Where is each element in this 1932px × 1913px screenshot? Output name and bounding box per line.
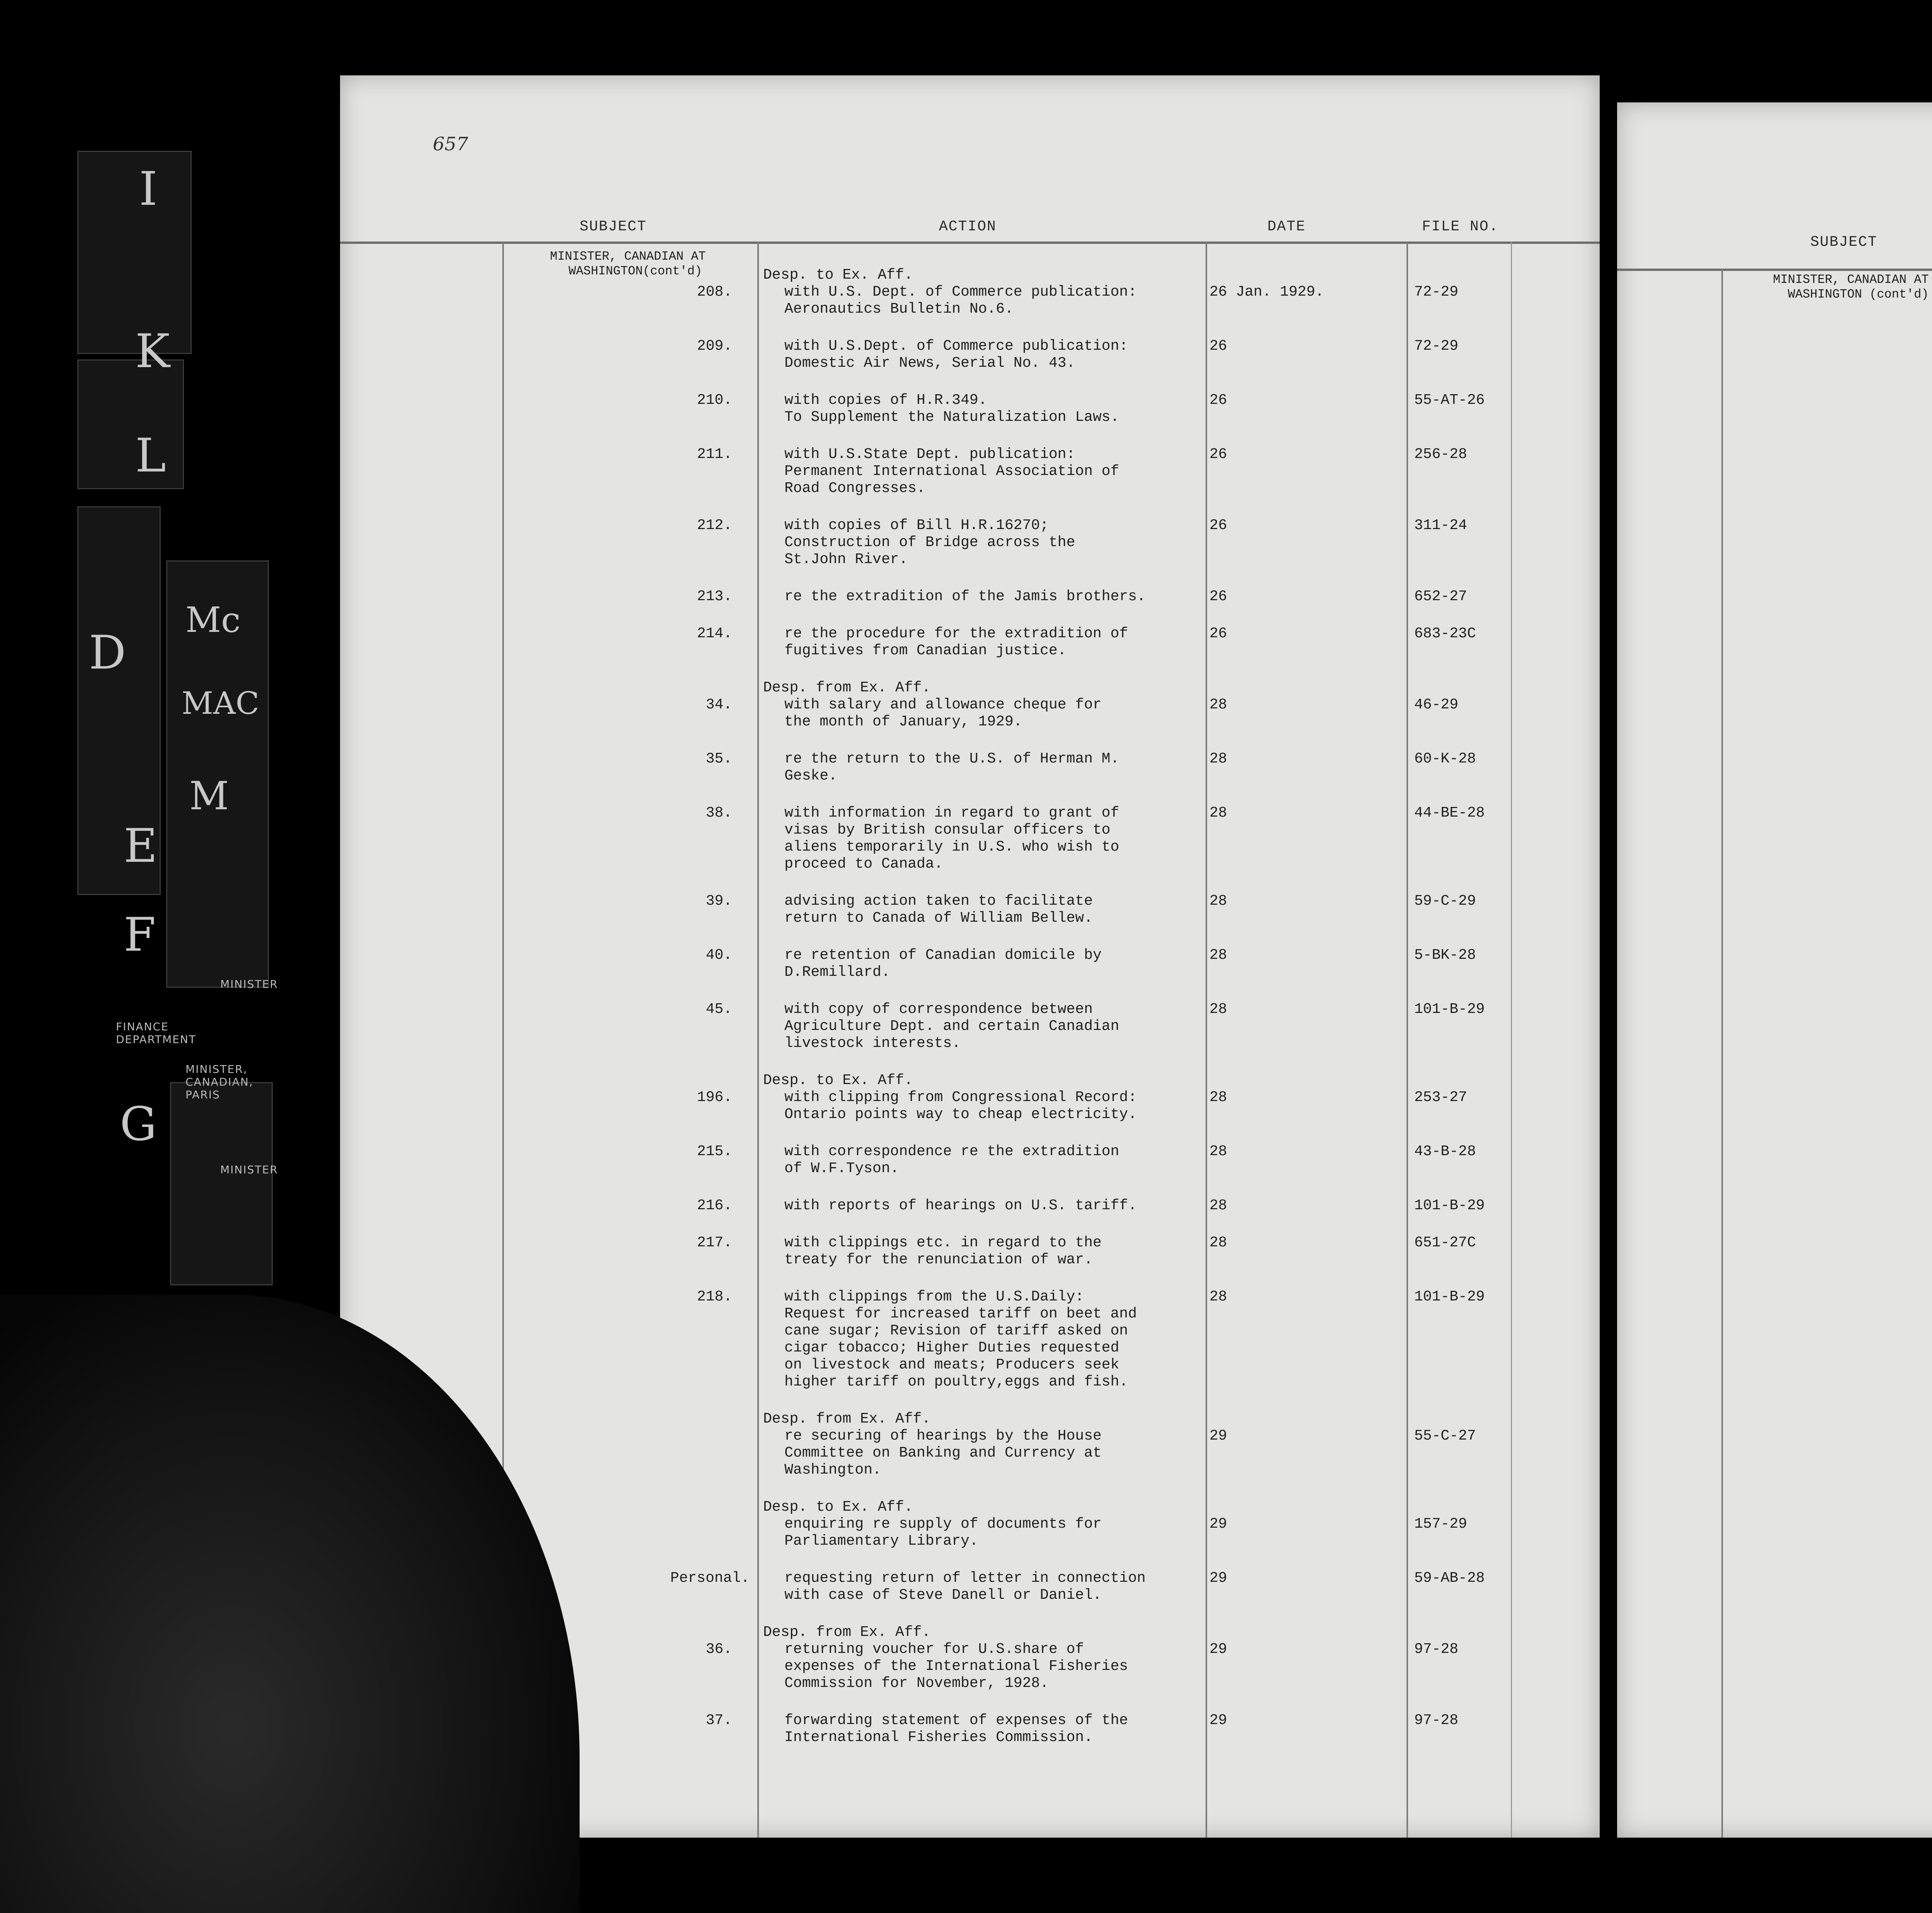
entry-file-number: 101-B-29 bbox=[1414, 1288, 1485, 1305]
entry-number bbox=[1903, 1265, 1932, 1282]
entry-file-number: 652-27 bbox=[1414, 588, 1467, 605]
tab-letter-f[interactable]: F bbox=[124, 908, 156, 962]
entry-number: 216. bbox=[697, 1197, 732, 1214]
entry-action: with U.S.State Dept. publication: Permanent International Association of Road Congresses. bbox=[784, 446, 1119, 497]
entry-number bbox=[1903, 994, 1932, 1011]
entry-action: with U.S.Dept. of Commerce publication: Domestic Air News, Serial No. 43. bbox=[784, 338, 1128, 371]
entry-action: with clipping from Congressional Record: Ontario points way to cheap electricity. bbox=[784, 1089, 1137, 1123]
entry-number bbox=[1903, 1512, 1932, 1529]
entry-action: with clippings etc. in regard to the treaty for the renunciation of war. bbox=[784, 1234, 1102, 1268]
entry-number: 45. bbox=[706, 1001, 732, 1018]
entry-file-number: 5-BK-28 bbox=[1414, 947, 1476, 963]
tab-card bbox=[170, 1082, 273, 1285]
entry-number bbox=[1903, 1441, 1932, 1458]
entry-number bbox=[1903, 1085, 1932, 1102]
entry-file-number: 256-28 bbox=[1414, 446, 1467, 463]
entry-date: 28 bbox=[1209, 751, 1227, 767]
entry-file-number: 97-28 bbox=[1414, 1641, 1459, 1658]
subject-heading: MINISTER, CANADIAN AT WASHINGTON (cont'd) bbox=[1773, 272, 1929, 301]
tab-label: MINISTER bbox=[220, 1163, 278, 1176]
tab-label: MINISTER bbox=[220, 978, 278, 991]
entry-number bbox=[1903, 473, 1932, 490]
entry-file-number: 60-K-28 bbox=[1414, 751, 1476, 767]
entry-number: 37. bbox=[706, 1712, 732, 1729]
entry-date: 28 bbox=[1209, 1143, 1227, 1160]
entry-action: advising action taken to facilitate return to Canada of William Bellew. bbox=[784, 893, 1093, 926]
entry-number bbox=[1903, 710, 1932, 727]
entry-date: 26 bbox=[1209, 517, 1227, 534]
entry-number: 218. bbox=[697, 1288, 732, 1305]
entry-number bbox=[1903, 1688, 1932, 1705]
entry-file-number: 97-28 bbox=[1414, 1712, 1459, 1729]
entry-number bbox=[1903, 1048, 1932, 1065]
tab-label: MINISTER, CANADIAN, PARIS bbox=[185, 1063, 253, 1101]
entry-action: with U.S. Dept. of Commerce publication: Aeronautics Bulletin No.6. bbox=[784, 284, 1137, 317]
tab-card bbox=[77, 359, 184, 489]
subject-heading: MINISTER, CANADIAN AT WASHINGTON(cont'd) bbox=[550, 249, 706, 278]
entry-date: 28 bbox=[1209, 1234, 1227, 1251]
entry-date: 29 bbox=[1209, 1570, 1227, 1586]
entry-number bbox=[1903, 419, 1932, 436]
entry-action: re the procedure for the extradition of fugitives from Canadian justice. bbox=[784, 625, 1128, 659]
column-rule bbox=[1721, 269, 1723, 1838]
tab-letter-mc[interactable]: Mc bbox=[185, 600, 241, 640]
entry-file-number: 59-C-29 bbox=[1414, 893, 1476, 909]
entry-number bbox=[1903, 365, 1932, 382]
entry-file-number: 253-27 bbox=[1414, 1089, 1467, 1106]
entry-action: with correspondence re the extradition of W.F.Tyson. bbox=[784, 1143, 1119, 1177]
entry-number bbox=[1903, 923, 1932, 940]
header-rule bbox=[1617, 269, 1932, 271]
entry-action: with clippings from the U.S.Daily: Request for increased tariff on beet and cane sugar; Revision of tariff asked on cigar tobacco; Higher Duties requested on livestock and meats; Producers seek higher tariff on poultry,eggs and fish. bbox=[784, 1288, 1137, 1390]
dispatch-heading: Desp. to Ex. Aff. bbox=[763, 1499, 913, 1515]
entry-file-number: 683-23C bbox=[1414, 625, 1476, 642]
entry-number: 211. bbox=[697, 446, 732, 463]
entry-number bbox=[1903, 1139, 1932, 1156]
entry-date: 26 bbox=[1209, 625, 1227, 642]
ledger-page-right bbox=[1617, 102, 1932, 1838]
entry-action: with copies of H.R.349. To Supplement the Naturalization Laws. bbox=[784, 392, 1119, 425]
entry-number: 215. bbox=[697, 1143, 732, 1160]
page-number: 657 bbox=[433, 133, 468, 155]
entry-file-number: 311-24 bbox=[1414, 517, 1467, 534]
entry-date: 26 bbox=[1209, 588, 1227, 605]
entry-number: 38. bbox=[706, 805, 732, 821]
entry-number bbox=[1903, 781, 1932, 798]
entry-action: re the return to the U.S. of Herman M. Geske. bbox=[784, 751, 1119, 784]
tab-letter-i[interactable]: I bbox=[139, 162, 158, 216]
column-header-action: ACTION bbox=[939, 218, 997, 235]
entry-note: Personal. bbox=[670, 1570, 750, 1586]
entry-number bbox=[1903, 311, 1932, 328]
entry-file-number: 55-AT-26 bbox=[1414, 392, 1485, 408]
column-header-subject: SUBJECT bbox=[580, 218, 647, 235]
entry-date: 29 bbox=[1209, 1712, 1227, 1729]
entry-action: returning voucher for U.S.share of expenses of the International Fisheries Commission for November, 1928. bbox=[784, 1641, 1128, 1692]
entry-action: re securing of hearings by the House Committee on Banking and Currency at Washington. bbox=[784, 1428, 1102, 1478]
entry-action: requesting return of letter in connection with case of Steve Danell or Daniel. bbox=[784, 1570, 1146, 1603]
entry-file-number: 101-B-29 bbox=[1414, 1001, 1485, 1018]
tab-letter-d[interactable]: D bbox=[89, 626, 126, 680]
entry-date: 29 bbox=[1209, 1428, 1227, 1444]
entry-number: 196. bbox=[697, 1089, 732, 1106]
entry-number: 40. bbox=[706, 947, 732, 963]
entry-date: 28 bbox=[1209, 696, 1227, 713]
entry-file-number: 72-29 bbox=[1414, 284, 1459, 300]
header-rule bbox=[340, 242, 1600, 244]
column-rule bbox=[1206, 242, 1207, 1838]
entry-number bbox=[1903, 852, 1932, 869]
tab-letter-g[interactable]: G bbox=[120, 1098, 157, 1151]
tab-letter-m[interactable]: M bbox=[189, 773, 229, 819]
entry-number: 209. bbox=[697, 338, 732, 354]
entry-number: 208. bbox=[697, 284, 732, 300]
entry-file-number: 101-B-29 bbox=[1414, 1197, 1485, 1214]
entry-file-number: 44-BE-28 bbox=[1414, 805, 1485, 821]
entry-date: 28 bbox=[1209, 1089, 1227, 1106]
entry-action: with information in regard to grant of visas by British consular officers to aliens temporarily in U.S. who wish to proceed to Canada. bbox=[784, 805, 1119, 872]
entry-action: forwarding statement of expenses of the International Fisheries Commission. bbox=[784, 1712, 1128, 1746]
entry-date: 28 bbox=[1209, 1001, 1227, 1018]
entry-number: 213. bbox=[697, 588, 732, 605]
dispatch-heading: Desp. to Ex. Aff. bbox=[763, 1072, 913, 1089]
entry-number bbox=[1903, 1210, 1932, 1227]
entry-file-number: 43-B-28 bbox=[1414, 1143, 1476, 1160]
entry-action: re the extradition of the Jamis brothers. bbox=[784, 588, 1146, 605]
entry-number: 217. bbox=[697, 1234, 732, 1251]
tab-label: FINANCE DEPARTMENT bbox=[116, 1020, 196, 1046]
column-rule bbox=[1511, 242, 1512, 1838]
tab-card bbox=[77, 151, 192, 354]
dispatch-heading: Desp. from Ex. Aff. bbox=[763, 1411, 931, 1427]
entry-action: enquiring re supply of documents for Parliamentary Library. bbox=[784, 1516, 1102, 1549]
entry-date: 26 bbox=[1209, 446, 1227, 463]
dispatch-heading: Desp. from Ex. Aff. bbox=[763, 1624, 931, 1641]
entry-number bbox=[1903, 510, 1932, 527]
entry-action: with reports of hearings on U.S. tariff. bbox=[784, 1197, 1137, 1214]
entry-file-number: 55-C-27 bbox=[1414, 1428, 1476, 1444]
entry-number: 214. bbox=[697, 625, 732, 642]
entry-number bbox=[1903, 1600, 1932, 1617]
entry-action: re retention of Canadian domicile by D.Remillard. bbox=[784, 947, 1102, 980]
entry-action: with salary and allowance cheque for the month of January, 1929. bbox=[784, 696, 1102, 730]
entry-number bbox=[1903, 655, 1932, 672]
entry-number: 34. bbox=[706, 696, 732, 713]
entry-number bbox=[1903, 1370, 1932, 1387]
entry-number: 210. bbox=[697, 392, 732, 408]
entry-number: 212. bbox=[697, 517, 732, 534]
entry-date: 29 bbox=[1209, 1641, 1227, 1658]
entry-number: 39. bbox=[706, 893, 732, 909]
column-header-subject: SUBJECT bbox=[1810, 234, 1878, 250]
entry-date: 28 bbox=[1209, 1288, 1227, 1305]
entry-number bbox=[1903, 601, 1932, 618]
dispatch-heading: Desp. from Ex. Aff. bbox=[763, 679, 931, 696]
entry-action: with copies of Bill H.R.16270; Construction of Bridge across the St.John River. bbox=[784, 517, 1075, 568]
tab-letter-l[interactable]: L bbox=[135, 429, 166, 483]
entry-date: 28 bbox=[1209, 947, 1227, 963]
entry-date: 26 bbox=[1209, 338, 1227, 354]
entry-file-number: 46-29 bbox=[1414, 696, 1459, 713]
entry-date: 28 bbox=[1209, 1197, 1227, 1214]
tab-letter-k[interactable]: K bbox=[135, 325, 170, 378]
column-rule bbox=[757, 242, 759, 1838]
column-rule bbox=[1406, 242, 1408, 1838]
entry-action: with copy of correspondence between Agriculture Dept. and certain Canadian livestock interests. bbox=[784, 1001, 1119, 1052]
column-header-file: FILE NO. bbox=[1422, 218, 1499, 235]
entry-file-number: 157-29 bbox=[1414, 1516, 1467, 1532]
entry-number: 35. bbox=[706, 751, 732, 767]
entry-date: 28 bbox=[1209, 805, 1227, 821]
entry-number bbox=[1903, 564, 1932, 581]
column-header-date: DATE bbox=[1267, 218, 1306, 235]
entry-number: 36. bbox=[706, 1641, 732, 1658]
entry-date: 29 bbox=[1209, 1516, 1227, 1532]
entry-file-number: 651-27C bbox=[1414, 1234, 1476, 1251]
entry-file-number: 59-AB-28 bbox=[1414, 1570, 1485, 1586]
entry-date: 28 bbox=[1209, 893, 1227, 909]
dispatch-heading: Desp. to Ex. Aff. bbox=[763, 267, 913, 283]
entry-date: 26 bbox=[1209, 392, 1227, 408]
entry-date: 26 Jan. 1929. bbox=[1209, 284, 1324, 300]
tab-letter-mac[interactable]: MAC bbox=[182, 685, 259, 721]
entry-file-number: 72-29 bbox=[1414, 338, 1459, 354]
tab-letter-e[interactable]: E bbox=[124, 819, 158, 873]
